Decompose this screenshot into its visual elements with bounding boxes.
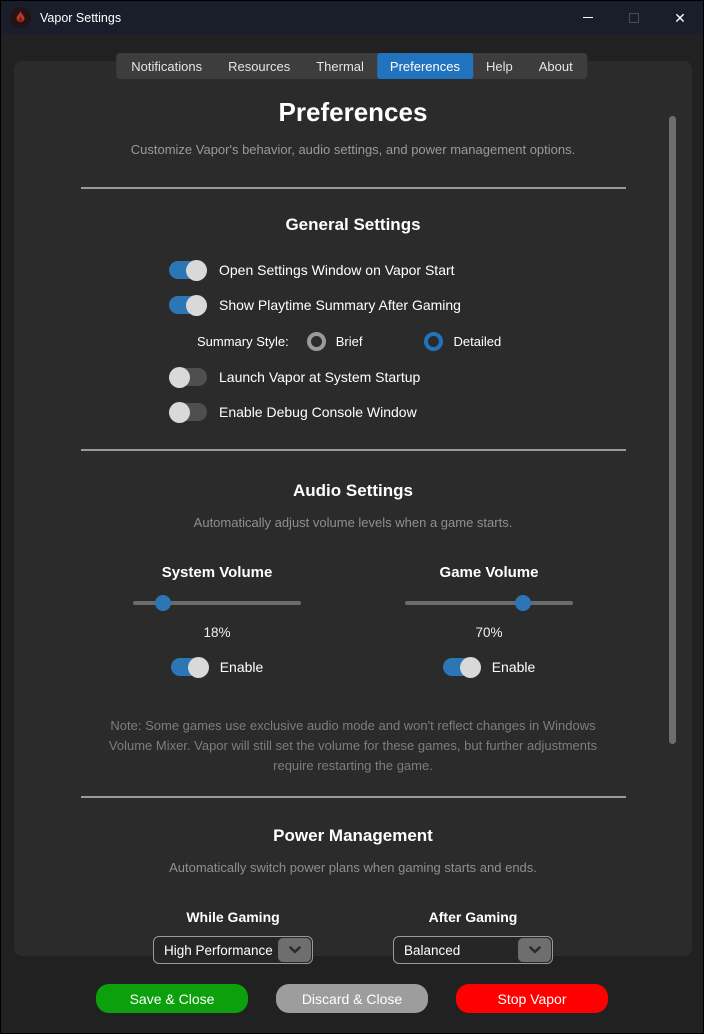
radio-brief[interactable]	[307, 332, 326, 351]
chevron-down-icon	[529, 946, 541, 954]
toggle-launch-at-startup[interactable]	[169, 368, 207, 386]
toggle-knob	[169, 367, 190, 388]
preferences-panel	[14, 61, 692, 956]
window-title: Vapor Settings	[40, 10, 122, 25]
after-gaming-dropdown[interactable]	[393, 936, 553, 964]
toggle-playtime-summary[interactable]	[169, 296, 207, 314]
window-controls	[565, 1, 703, 34]
audio-note: Note: Some games use exclusive audio mode and won't reflect changes in Windows Volume Mixer. Vapor will still set the volume for these games, but further adjustments require restarting the game.	[108, 718, 598, 774]
while-gaming-label: While Gaming	[186, 909, 280, 926]
setting-label: Show Playtime Summary After Gaming	[219, 297, 461, 313]
after-gaming-column	[393, 909, 553, 964]
system-volume-enable-row	[171, 658, 264, 676]
save-close-button[interactable]: Save & Close	[96, 984, 248, 1013]
setting-row-open-on-start	[169, 259, 692, 281]
dropdown-button[interactable]	[278, 938, 311, 962]
enable-label: Enable	[491, 659, 536, 675]
tab-thermal[interactable]: Thermal	[316, 58, 364, 74]
tab-help[interactable]: Help	[486, 58, 513, 74]
audio-columns	[14, 564, 692, 676]
stop-vapor-button[interactable]: Stop Vapor	[456, 984, 608, 1013]
minimize-icon	[583, 17, 593, 19]
tab-preferences[interactable]: Preferences	[377, 53, 473, 79]
system-volume-value: 18%	[203, 625, 231, 640]
setting-label: Launch Vapor at System Startup	[219, 369, 421, 385]
page-subtitle: Customize Vapor's behavior, audio settings, and power management options.	[130, 142, 576, 157]
audio-settings-heading: Audio Settings	[293, 481, 413, 500]
setting-row-playtime-summary	[169, 294, 692, 316]
close-button[interactable]	[657, 1, 703, 34]
general-settings-rows	[169, 259, 692, 423]
system-volume-slider[interactable]	[133, 595, 301, 611]
radio-brief-label: Brief	[335, 333, 363, 349]
toggle-knob	[188, 657, 209, 678]
footer-button-row	[1, 984, 703, 1013]
setting-row-launch-at-startup	[169, 366, 692, 388]
chevron-down-icon	[289, 946, 301, 954]
system-volume-column	[127, 564, 307, 676]
scrollbar-thumb[interactable]	[669, 116, 676, 744]
toggle-system-volume-enable[interactable]	[171, 658, 209, 676]
close-icon: ✕	[674, 9, 686, 26]
system-volume-heading: System Volume	[161, 564, 273, 581]
tab-about[interactable]: About	[538, 58, 573, 74]
page-title: Preferences	[278, 97, 428, 127]
radio-group-brief[interactable]	[307, 332, 363, 351]
general-settings-heading: General Settings	[285, 215, 421, 234]
radio-detailed[interactable]	[424, 332, 443, 351]
settings-tab-bar	[116, 53, 587, 79]
after-gaming-label: After Gaming	[428, 909, 518, 926]
tab-notifications[interactable]: Notifications	[131, 58, 203, 74]
summary-style-row	[197, 329, 692, 353]
toggle-knob	[460, 657, 481, 678]
audio-settings-subtitle: Automatically adjust volume levels when a game starts.	[193, 515, 513, 530]
maximize-button[interactable]	[611, 1, 657, 34]
toggle-game-volume-enable[interactable]	[443, 658, 481, 676]
game-volume-slider[interactable]	[405, 595, 573, 611]
while-gaming-column	[153, 909, 313, 964]
power-management-heading: Power Management	[273, 826, 433, 846]
radio-group-detailed[interactable]	[424, 332, 501, 351]
setting-label: Open Settings Window on Vapor Start	[219, 262, 455, 278]
slider-track	[405, 601, 573, 605]
summary-style-label: Summary Style:	[197, 333, 289, 349]
game-volume-value: 70%	[475, 625, 503, 640]
title-bar	[1, 1, 703, 34]
game-volume-column	[399, 564, 579, 676]
toggle-knob	[186, 295, 207, 316]
game-volume-heading: Game Volume	[439, 564, 539, 581]
tab-resources[interactable]: Resources	[228, 58, 291, 74]
maximize-icon	[629, 13, 639, 23]
minimize-button[interactable]	[565, 1, 611, 34]
toggle-debug-console[interactable]	[169, 403, 207, 421]
divider	[81, 796, 626, 798]
vapor-flame-icon	[10, 7, 31, 28]
power-management-subtitle: Automatically switch power plans when gaming starts and ends.	[169, 860, 537, 876]
setting-label: Enable Debug Console Window	[219, 404, 417, 420]
while-gaming-dropdown[interactable]	[153, 936, 313, 964]
power-columns	[14, 909, 692, 964]
toggle-knob	[186, 260, 207, 281]
divider	[81, 449, 626, 451]
game-volume-enable-row	[443, 658, 536, 676]
discard-close-button[interactable]: Discard & Close	[276, 984, 428, 1013]
radio-detailed-label: Detailed	[453, 333, 502, 349]
dropdown-button[interactable]	[518, 938, 551, 962]
toggle-open-on-start[interactable]	[169, 261, 207, 279]
divider	[81, 187, 626, 189]
slider-thumb[interactable]	[155, 595, 171, 611]
while-gaming-value: High Performance	[164, 942, 273, 958]
toggle-knob	[169, 402, 190, 423]
enable-label: Enable	[219, 659, 264, 675]
setting-row-debug-console	[169, 401, 692, 423]
after-gaming-value: Balanced	[404, 942, 461, 958]
slider-thumb[interactable]	[515, 595, 531, 611]
